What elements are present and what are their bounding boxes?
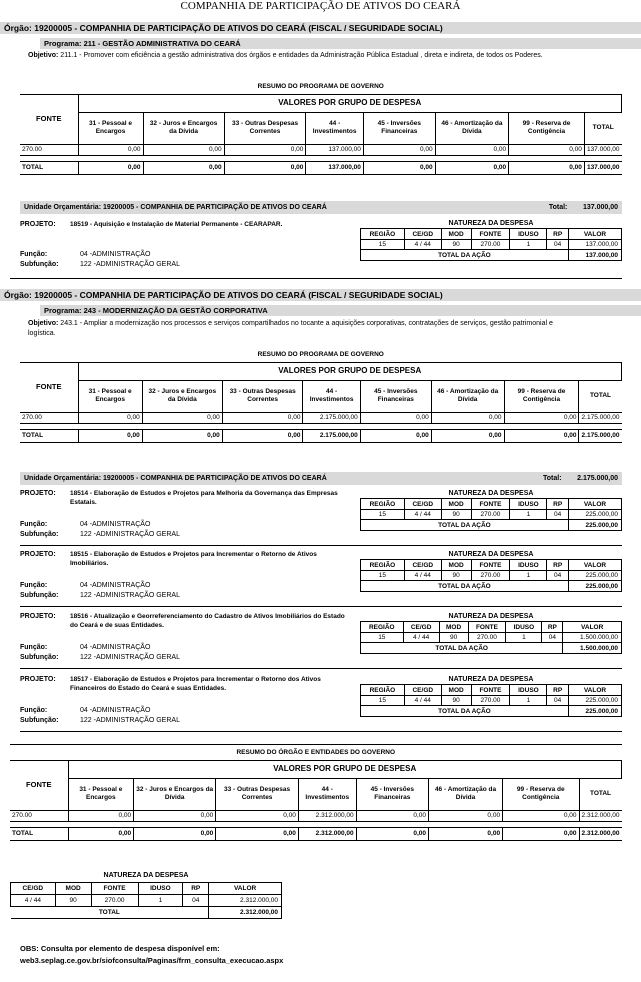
col-total: TOTAL <box>579 380 622 412</box>
tot-g31: 0,00 <box>78 161 143 174</box>
nat-regiao: 15 <box>361 571 405 581</box>
valores-header: VALORES POR GRUPO DE DESPESA <box>78 94 622 112</box>
nat-mod: 90 <box>439 633 468 643</box>
row-g99: 0,00 <box>503 810 579 821</box>
nat-col-rp: RP <box>547 229 568 240</box>
programa-bar: Programa: 211 - GESTÃO ADMINISTRATIVA DO CEARÁ <box>40 38 641 49</box>
tot-g45: 0,00 <box>363 161 435 174</box>
row-g46: 0,00 <box>431 412 504 423</box>
nat-fonte: 270.00 <box>471 571 510 581</box>
row-g44: 2.175.000,00 <box>303 412 360 423</box>
projeto-label: PROJETO: <box>20 221 56 228</box>
funcao-label: Função: <box>20 644 48 651</box>
row-g32: 0,00 <box>143 144 224 155</box>
projeto-code: 18515 <box>70 551 89 558</box>
nat-col-rp: RP <box>547 560 568 571</box>
row-total: 137.000,00 <box>584 144 621 155</box>
total-label: Total: <box>548 204 568 211</box>
row-g33: 0,00 <box>224 144 306 155</box>
resumo-programa-1 <box>20 80 622 175</box>
col-total: TOTAL <box>579 778 622 810</box>
funcao-label: Função: <box>20 707 48 714</box>
nat-col-mod: MOD <box>441 685 471 696</box>
nat-col-iduso: IDUSO <box>506 622 542 633</box>
subfuncao-label: Subfunção: <box>20 531 59 538</box>
col-g31: 31 - Pessoal e Encargos <box>78 112 143 144</box>
nat-cegd: 4 / 44 <box>404 510 441 520</box>
row-fonte: 270.00 <box>20 144 78 155</box>
row-g33: 0,00 <box>222 412 303 423</box>
subfuncao-value: 122 -ADMINISTRAÇÃO GERAL <box>80 592 180 599</box>
objetivo-line <box>0 50 641 61</box>
nat-fonte: 270.00 <box>468 633 506 643</box>
nat-col-valor: VALOR <box>568 685 621 696</box>
nat-col-regiao: REGIÃO <box>361 622 404 633</box>
unidade-bar <box>20 472 622 485</box>
objetivo-label: Objetivo: <box>28 320 59 327</box>
col-g99: 99 - Reserva de Contigência <box>503 778 579 810</box>
funcao-label: Função: <box>20 582 48 589</box>
col-g33: 33 - Outras Despesas Correntes <box>216 778 299 810</box>
nat-fonte: 270.00 <box>471 510 510 520</box>
funcao-block <box>20 643 180 663</box>
col-g46: 46 - Amortização da Dívida <box>431 380 504 412</box>
nat-cegd: 4 / 44 <box>403 633 439 643</box>
col-g31: 31 - Pessoal e Encargos <box>78 380 142 412</box>
nat-col-rp: RP <box>547 499 568 510</box>
nat-col-valor: VALOR <box>209 882 282 894</box>
subfuncao-label: Subfunção: <box>20 654 59 661</box>
nat-col-cegd: CE/GD <box>404 229 441 240</box>
valores-header: VALORES POR GRUPO DE DESPESA <box>78 362 622 380</box>
funcao-block <box>20 581 180 601</box>
projeto-code: 18519 <box>70 221 89 228</box>
nat-mod: 90 <box>441 571 471 581</box>
row-g45: 0,00 <box>360 412 431 423</box>
nat-col-rp: RP <box>547 685 568 696</box>
unidade-total <box>549 201 618 214</box>
nat-col-iduso: IDUSO <box>510 685 547 696</box>
row-g31: 0,00 <box>68 810 134 821</box>
natureza-table <box>360 612 622 654</box>
nat-iduso: 1 <box>510 510 547 520</box>
projeto-desc: - Elaboração de Estudos e Projetos para Incrementar o Retorno de Ativos Imobiliários. <box>70 551 317 567</box>
nat-col-fonte_n: FONTE <box>91 882 138 894</box>
subfuncao-value: 122 -ADMINISTRAÇÃO GERAL <box>80 717 180 724</box>
natureza-title: NATUREZA DA DESPESA <box>448 613 534 620</box>
tot-g33: 0,00 <box>216 827 299 840</box>
nat-iduso: 1 <box>510 571 547 581</box>
nat-valor: 225.000,00 <box>568 510 621 520</box>
valores-header: VALORES POR GRUPO DE DESPESA <box>68 760 622 778</box>
natureza-table <box>360 219 622 261</box>
nat-total-value: 2.312.000,00 <box>209 906 282 918</box>
row-fonte: 270.00 <box>10 810 68 821</box>
nat-col-regiao: REGIÃO <box>361 499 405 510</box>
funcao-block <box>20 520 180 540</box>
natureza-title: NATUREZA DA DESPESA <box>448 551 534 558</box>
natureza-resumo-table <box>10 870 282 919</box>
col-g32: 32 - Juros e Encargos da Dívida <box>134 778 216 810</box>
subfuncao-value: 122 -ADMINISTRAÇÃO GERAL <box>80 531 180 538</box>
projeto-label: PROJETO: <box>20 490 56 497</box>
col-fonte: FONTE <box>10 760 68 810</box>
nat-col-mod: MOD <box>55 882 91 894</box>
col-g99: 99 - Reserva de Contigência <box>509 112 585 144</box>
nat-mod: 90 <box>55 894 91 906</box>
row-total: 2.175.000,00 <box>579 412 622 423</box>
nat-mod: 90 <box>441 240 471 250</box>
projeto-code: 18517 <box>70 676 89 683</box>
total-label: Total: <box>543 475 562 482</box>
tot-label: TOTAL <box>20 429 78 442</box>
col-fonte: FONTE <box>20 362 78 412</box>
nat-col-cegd: CE/GD <box>403 622 439 633</box>
projeto-desc: - Aquisição e Instalação de Material Permanente - CEARAPAR. <box>89 221 283 228</box>
row-g44: 2.312.000,00 <box>298 810 356 821</box>
unidade-bar <box>20 201 622 214</box>
total-value: 137.000,00 <box>582 204 618 211</box>
nat-col-regiao: REGIÃO <box>361 229 405 240</box>
nat-rp: 04 <box>542 633 563 643</box>
nat-col-iduso: IDUSO <box>138 882 183 894</box>
nat-regiao: 15 <box>361 510 405 520</box>
tot-label: TOTAL <box>20 161 78 174</box>
nat-col-fonte_n: FONTE <box>471 229 510 240</box>
funcao-value: 04 -ADMINISTRAÇÃO <box>80 251 151 258</box>
nat-valor: 2.312.000,00 <box>209 894 282 906</box>
tot-g44: 2.312.000,00 <box>298 827 356 840</box>
nat-cegd: 4 / 44 <box>404 696 441 706</box>
row-g99: 0,00 <box>504 412 579 423</box>
col-g44: 44 - Investimentos <box>306 112 364 144</box>
total-acao-value: 225.000,00 <box>568 581 621 592</box>
col-g45: 45 - Inversões Financeiras <box>356 778 428 810</box>
natureza-title: NATUREZA DA DESPESA <box>448 220 534 227</box>
total-acao-label: TOTAL DA AÇÃO <box>361 706 569 717</box>
row-g32: 0,00 <box>134 810 216 821</box>
unidade-label: Unidade Orçamentária: 19200005 - COMPANHIA DE PARTICIPAÇÃO DE ATIVOS DO CEARÁ <box>24 204 327 211</box>
nat-valor: 225.000,00 <box>568 571 621 581</box>
subfuncao-label: Subfunção: <box>20 592 59 599</box>
nat-iduso: 1 <box>510 696 547 706</box>
tot-g33: 0,00 <box>224 161 306 174</box>
projeto-block <box>20 550 350 568</box>
nat-col-fonte_n: FONTE <box>471 560 510 571</box>
nat-fonte: 270.00 <box>91 894 138 906</box>
projeto-desc: - Elaboração de Estudos e Projetos para Incrementar o Retorno dos Ativos Financeiros do Estado do Ceará e suas Entidades. <box>70 676 321 692</box>
tot-g46: 0,00 <box>428 827 502 840</box>
funcao-label: Função: <box>20 521 48 528</box>
natureza-title: NATUREZA DA DESPESA <box>448 490 534 497</box>
nat-col-iduso: IDUSO <box>510 560 547 571</box>
col-g46: 46 - Amortização da Dívida <box>435 112 508 144</box>
nat-mod: 90 <box>441 510 471 520</box>
funcao-value: 04 -ADMINISTRAÇÃO <box>80 707 151 714</box>
page-header: COMPANHIA DE PARTICIPAÇÃO DE ATIVOS DO CEARÁ <box>180 0 461 12</box>
tot-g32: 0,00 <box>143 161 224 174</box>
row-g99: 0,00 <box>509 144 585 155</box>
resumo-title: RESUMO DO PROGRAMA DE GOVERNO <box>20 348 622 362</box>
row-g31: 0,00 <box>78 144 143 155</box>
nat-rp: 04 <box>547 510 568 520</box>
col-fonte: FONTE <box>20 94 78 144</box>
row-fonte: 270.00 <box>20 412 78 423</box>
natureza-table <box>360 489 622 531</box>
tot-g99: 0,00 <box>504 429 579 442</box>
tot-g99: 0,00 <box>509 161 585 174</box>
nat-col-mod: MOD <box>441 229 471 240</box>
resumo-title: RESUMO DO PROGRAMA DE GOVERNO <box>20 80 622 94</box>
projeto-code: 18516 <box>70 613 89 620</box>
tot-g44: 2.175.000,00 <box>303 429 360 442</box>
nat-col-regiao: REGIÃO <box>361 560 405 571</box>
tot-g45: 0,00 <box>360 429 431 442</box>
nat-col-fonte_n: FONTE <box>471 499 510 510</box>
col-g45: 45 - Inversões Financeiras <box>360 380 431 412</box>
tot-g45: 0,00 <box>356 827 428 840</box>
objetivo-line <box>0 318 620 339</box>
col-g31: 31 - Pessoal e Encargos <box>68 778 134 810</box>
total-acao-label: TOTAL DA AÇÃO <box>361 581 569 592</box>
nat-rp: 04 <box>547 571 568 581</box>
nat-rp: 04 <box>547 696 568 706</box>
col-g44: 44 - Investimentos <box>298 778 356 810</box>
total-acao-value: 225.000,00 <box>568 520 621 531</box>
row-g45: 0,00 <box>356 810 428 821</box>
nat-col-fonte_n: FONTE <box>471 685 510 696</box>
total-acao-value: 137.000,00 <box>568 250 621 261</box>
total-acao-label: TOTAL DA AÇÃO <box>361 250 569 261</box>
nat-cegd: 4 / 44 <box>11 894 56 906</box>
objetivo-text: 243.1 - Ampliar a modernização nos processos e serviços compartilhados no tocante a aquisições corporativas, contratações de serviços, gestão patrimonial e logística. <box>28 320 553 337</box>
total-acao-label: TOTAL DA AÇÃO <box>361 643 563 654</box>
tot-g32: 0,00 <box>134 827 216 840</box>
col-g32: 32 - Juros e Encargos da Dívida <box>142 380 222 412</box>
tot-g31: 0,00 <box>68 827 134 840</box>
natureza-table <box>360 550 622 592</box>
nat-valor: 225.000,00 <box>568 696 621 706</box>
projeto-label: PROJETO: <box>20 613 56 620</box>
nat-col-mod: MOD <box>439 622 468 633</box>
total-acao-value: 1.500.000,00 <box>563 643 622 654</box>
funcao-value: 04 -ADMINISTRAÇÃO <box>80 521 151 528</box>
col-g45: 45 - Inversões Financeiras <box>363 112 435 144</box>
row-g46: 0,00 <box>435 144 508 155</box>
funcao-block <box>20 250 180 270</box>
col-g44: 44 - Investimentos <box>303 380 360 412</box>
funcao-block <box>20 706 180 726</box>
resumo-orgao <box>10 746 622 841</box>
orgao-bar: Órgão: 19200005 - COMPANHIA DE PARTICIPAÇÃO DE ATIVOS DO CEARÁ (FISCAL / SEGURIDADE SOCIAL) <box>0 22 641 34</box>
nat-mod: 90 <box>441 696 471 706</box>
funcao-value: 04 -ADMINISTRAÇÃO <box>80 644 151 651</box>
unidade-label: Unidade Orçamentária: 19200005 - COMPANHIA DE PARTICIPAÇÃO DE ATIVOS DO CEARÁ <box>24 475 327 482</box>
obs-link[interactable]: web3.seplag.ce.gov.br/siofconsulta/Paginas/frm_consulta_execucao.aspx <box>20 956 284 965</box>
nat-col-mod: MOD <box>441 499 471 510</box>
nat-iduso: 1 <box>510 240 547 250</box>
nat-valor: 137.000,00 <box>568 240 621 250</box>
row-g45: 0,00 <box>363 144 435 155</box>
tot-total: 137.000,00 <box>584 161 621 174</box>
subfuncao-value: 122 -ADMINISTRAÇÃO GERAL <box>80 654 180 661</box>
nat-regiao: 15 <box>361 633 404 643</box>
tot-g46: 0,00 <box>435 161 508 174</box>
projeto-desc: - Atualização e Georreferenciamento do Cadastro de Ativos Imobiliários do Estado do Ceará e de suas Entidades. <box>70 613 345 629</box>
projeto-label: PROJETO: <box>20 676 56 683</box>
row-g31: 0,00 <box>78 412 142 423</box>
nat-cegd: 4 / 44 <box>404 240 441 250</box>
obs-note <box>20 943 283 967</box>
nat-col-valor: VALOR <box>568 229 621 240</box>
projeto-block <box>20 489 350 507</box>
projeto-block <box>20 675 350 693</box>
row-g46: 0,00 <box>428 810 502 821</box>
total-value: 2.175.000,00 <box>577 475 618 482</box>
col-g99: 99 - Reserva de Contigência <box>504 380 579 412</box>
nat-col-valor: VALOR <box>563 622 622 633</box>
programa-bar: Programa: 243 - MODERNIZAÇÃO DA GESTÃO CORPORATIVA <box>40 305 641 316</box>
projeto-desc: - Elaboração de Estudos e Projetos para Melhoria da Governança das Empresas Estatais. <box>70 490 338 506</box>
orgao-bar: Órgão: 19200005 - COMPANHIA DE PARTICIPAÇÃO DE ATIVOS DO CEARÁ (FISCAL / SEGURIDADE SOCIAL) <box>0 289 641 301</box>
nat-fonte: 270.00 <box>471 240 510 250</box>
nat-iduso: 1 <box>138 894 183 906</box>
subfuncao-label: Subfunção: <box>20 261 59 268</box>
projeto-code: 18514 <box>70 490 89 497</box>
nat-col-mod: MOD <box>441 560 471 571</box>
tot-label: TOTAL <box>10 827 68 840</box>
projeto-block <box>20 612 350 630</box>
projeto-block <box>20 220 350 229</box>
nat-regiao: 15 <box>361 696 405 706</box>
col-total: TOTAL <box>584 112 621 144</box>
nat-col-valor: VALOR <box>568 560 621 571</box>
row-g33: 0,00 <box>216 810 299 821</box>
nat-col-valor: VALOR <box>568 499 621 510</box>
tot-g32: 0,00 <box>142 429 222 442</box>
funcao-value: 04 -ADMINISTRAÇÃO <box>80 582 151 589</box>
resumo-title: RESUMO DO ÓRGÃO E ENTIDADES DO GOVERNO <box>10 746 622 760</box>
row-total: 2.312.000,00 <box>579 810 622 821</box>
tot-g33: 0,00 <box>222 429 303 442</box>
subfuncao-label: Subfunção: <box>20 717 59 724</box>
projeto-label: PROJETO: <box>20 551 56 558</box>
nat-fonte: 270.00 <box>471 696 510 706</box>
nat-col-cegd: CE/GD <box>11 882 56 894</box>
nat-col-regiao: REGIÃO <box>361 685 405 696</box>
nat-col-rp: RP <box>183 882 209 894</box>
tot-total: 2.175.000,00 <box>579 429 622 442</box>
unidade-total <box>543 472 618 485</box>
row-g44: 137.000,00 <box>306 144 364 155</box>
nat-col-iduso: IDUSO <box>510 229 547 240</box>
nat-col-cegd: CE/GD <box>404 560 441 571</box>
total-acao-label: TOTAL DA AÇÃO <box>361 520 569 531</box>
tot-g99: 0,00 <box>503 827 579 840</box>
col-g32: 32 - Juros e Encargos da Dívida <box>143 112 224 144</box>
resumo-programa-2 <box>20 348 622 443</box>
nat-col-cegd: CE/GD <box>404 499 441 510</box>
objetivo-label: Objetivo: <box>28 52 59 59</box>
subfuncao-value: 122 -ADMINISTRAÇÃO GERAL <box>80 261 180 268</box>
row-g32: 0,00 <box>142 412 222 423</box>
col-g33: 33 - Outras Despesas Correntes <box>222 380 303 412</box>
tot-g44: 137.000,00 <box>306 161 364 174</box>
nat-col-rp: RP <box>542 622 563 633</box>
nat-iduso: 1 <box>506 633 542 643</box>
obs-text: OBS: Consulta por elemento de despesa disponível em: <box>20 944 220 953</box>
nat-col-cegd: CE/GD <box>404 685 441 696</box>
natureza-table <box>360 675 622 717</box>
nat-valor: 1.500.000,00 <box>563 633 622 643</box>
total-acao-value: 225.000,00 <box>568 706 621 717</box>
nat-rp: 04 <box>183 894 209 906</box>
nat-col-fonte_n: FONTE <box>468 622 506 633</box>
objetivo-text: 211.1 - Promover com eficiência a gestão administrativa dos órgãos e entidades da Administração Pública Estadual , direta e indireta, de todos os Poderes. <box>60 52 543 59</box>
tot-g31: 0,00 <box>78 429 142 442</box>
nat-col-iduso: IDUSO <box>510 499 547 510</box>
funcao-label: Função: <box>20 251 48 258</box>
col-g33: 33 - Outras Despesas Correntes <box>224 112 306 144</box>
natureza-title: NATUREZA DA DESPESA <box>11 870 282 882</box>
nat-rp: 04 <box>547 240 568 250</box>
tot-g46: 0,00 <box>431 429 504 442</box>
nat-regiao: 15 <box>361 240 405 250</box>
nat-total-label: TOTAL <box>11 906 209 918</box>
tot-total: 2.312.000,00 <box>579 827 622 840</box>
nat-cegd: 4 / 44 <box>404 571 441 581</box>
col-g46: 46 - Amortização da Dívida <box>428 778 502 810</box>
natureza-title: NATUREZA DA DESPESA <box>448 676 534 683</box>
